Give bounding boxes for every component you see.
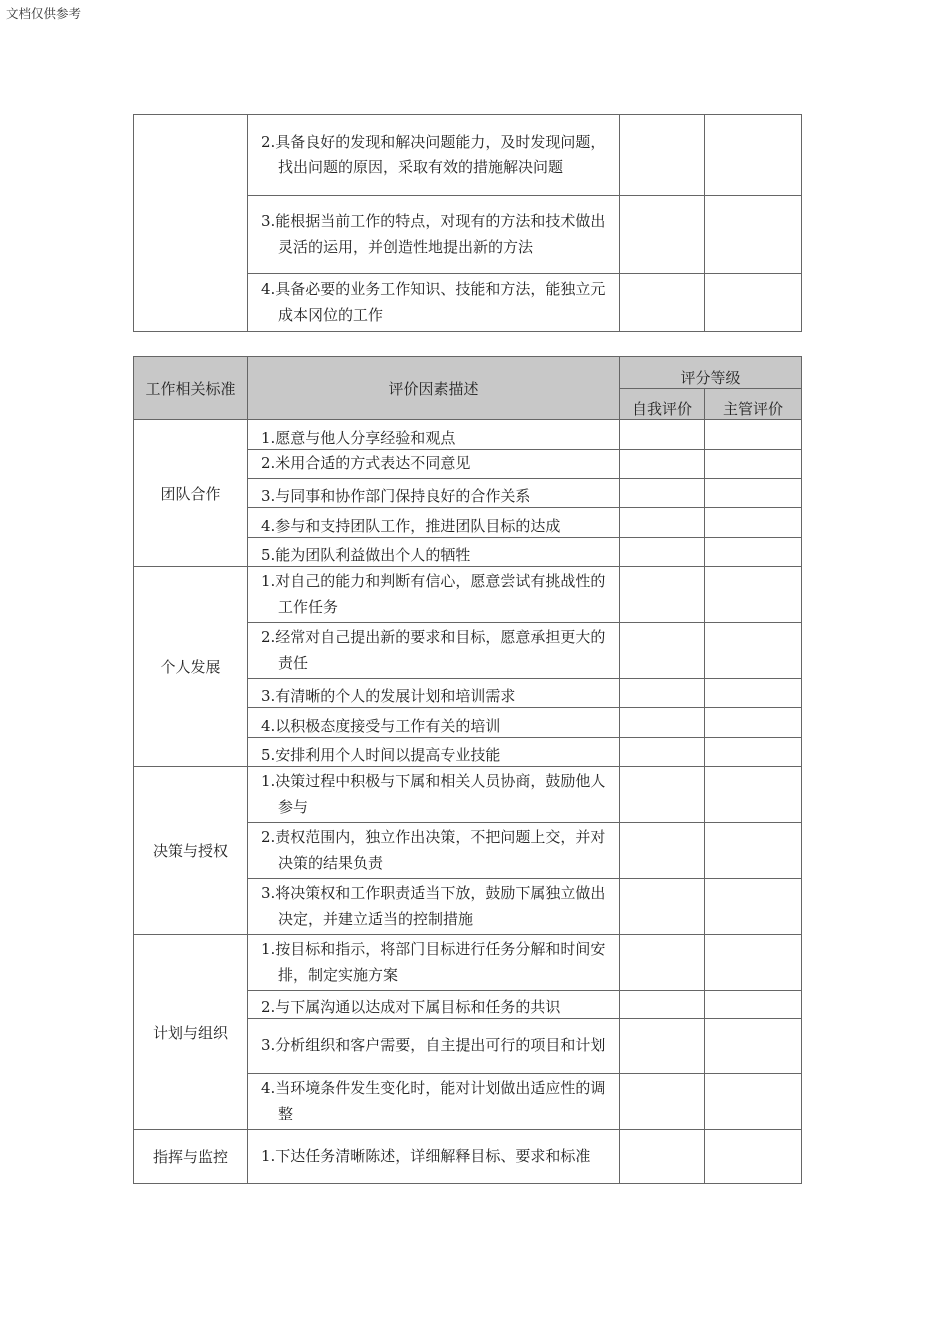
category-cell-empty: [134, 115, 248, 332]
self-rating-cell[interactable]: [620, 708, 705, 738]
header-description: 评价因素描述: [248, 357, 620, 420]
watermark-text: 文档仅供参考: [6, 6, 82, 21]
criteria-item: 4.具备必要的业务工作知识、技能和方法，能独立元成本冈位的工作: [248, 274, 620, 332]
criteria-item: 2.具备良好的发现和解决问题能力，及时发现问题，找出问题的原因，采取有效的措施解决问题: [248, 115, 620, 196]
supervisor-rating-cell[interactable]: [705, 1019, 802, 1074]
self-rating-cell[interactable]: [620, 679, 705, 708]
criteria-item: 1.下达任务清晰陈述，详细解释目标、要求和标准: [248, 1130, 620, 1184]
category-planning-organization: 计划与组织: [134, 935, 248, 1130]
criteria-item: 2.经常对自己提出新的要求和目标，愿意承担更大的责任: [248, 623, 620, 679]
category-command-monitoring: 指挥与监控: [134, 1130, 248, 1184]
supervisor-rating-cell[interactable]: [705, 567, 802, 623]
criteria-item: 2.米用合适的方式表达不同意见: [248, 450, 620, 479]
self-rating-cell[interactable]: [620, 420, 705, 450]
self-rating-cell[interactable]: [620, 1074, 705, 1130]
supervisor-rating-cell[interactable]: [705, 1130, 802, 1184]
criteria-item: 2.责权范围内，独立作出决策，不把问题上交，并对决策的结果负责: [248, 823, 620, 879]
supervisor-rating-cell[interactable]: [705, 935, 802, 991]
self-rating-cell[interactable]: [620, 1130, 705, 1184]
supervisor-rating-cell[interactable]: [705, 420, 802, 450]
criteria-item: 3.与同事和协作部门保持良好的合作关系: [248, 479, 620, 508]
self-rating-cell[interactable]: [620, 196, 705, 274]
supervisor-rating-cell[interactable]: [705, 450, 802, 479]
self-rating-cell[interactable]: [620, 767, 705, 823]
self-rating-cell[interactable]: [620, 274, 705, 332]
self-rating-cell[interactable]: [620, 879, 705, 935]
supervisor-rating-cell[interactable]: [705, 196, 802, 274]
header-rating: 评分等级: [620, 357, 802, 389]
supervisor-rating-cell[interactable]: [705, 679, 802, 708]
criteria-item: 1.对自己的能力和判断有信心，愿意尝试有挑战性的工作任务: [248, 567, 620, 623]
self-rating-cell[interactable]: [620, 823, 705, 879]
self-rating-cell[interactable]: [620, 538, 705, 567]
criteria-item: 3.分析组织和客户需要，自主提出可行的项目和计划: [248, 1019, 620, 1074]
criteria-item: 5.能为团队利益做出个人的牺牲: [248, 538, 620, 567]
self-rating-cell[interactable]: [620, 115, 705, 196]
header-supervisor-rating: 主管评价: [705, 389, 802, 420]
supervisor-rating-cell[interactable]: [705, 538, 802, 567]
self-rating-cell[interactable]: [620, 508, 705, 538]
supervisor-rating-cell[interactable]: [705, 708, 802, 738]
category-personal-development: 个人发展: [134, 567, 248, 767]
criteria-item: 3.将决策权和工作职责适当下放，鼓励下属独立做出决定，并建立适当的控制措施: [248, 879, 620, 935]
supervisor-rating-cell[interactable]: [705, 1074, 802, 1130]
category-decision-authorization: 决策与授权: [134, 767, 248, 935]
criteria-item: 4.参与和支持团队工作，推进团队目标的达成: [248, 508, 620, 538]
category-teamwork: 团队合作: [134, 420, 248, 567]
criteria-item: 1.愿意与他人分享经验和观点: [248, 420, 620, 450]
supervisor-rating-cell[interactable]: [705, 738, 802, 767]
supervisor-rating-cell[interactable]: [705, 274, 802, 332]
criteria-item: 4.以积极态度接受与工作有关的培训: [248, 708, 620, 738]
evaluation-table: [133, 356, 802, 1184]
supervisor-rating-cell[interactable]: [705, 479, 802, 508]
self-rating-cell[interactable]: [620, 935, 705, 991]
header-standard: 工作相关标准: [134, 357, 248, 420]
criteria-item: 3.能根据当前工作的特点，对现有的方法和技术做出灵活的运用，并创造性地提出新的方法: [248, 196, 620, 274]
criteria-item: 2.与下属沟通以达成对下属目标和任务的共识: [248, 991, 620, 1019]
self-rating-cell[interactable]: [620, 479, 705, 508]
criteria-item: 3.有清晰的个人的发展计划和培训需求: [248, 679, 620, 708]
evaluation-table-continued: [133, 114, 802, 332]
self-rating-cell[interactable]: [620, 623, 705, 679]
supervisor-rating-cell[interactable]: [705, 623, 802, 679]
supervisor-rating-cell[interactable]: [705, 991, 802, 1019]
header-self-rating: 自我评价: [620, 389, 705, 420]
supervisor-rating-cell[interactable]: [705, 823, 802, 879]
criteria-item: 5.安排利用个人时间以提高专业技能: [248, 738, 620, 767]
self-rating-cell[interactable]: [620, 567, 705, 623]
supervisor-rating-cell[interactable]: [705, 767, 802, 823]
supervisor-rating-cell[interactable]: [705, 879, 802, 935]
self-rating-cell[interactable]: [620, 991, 705, 1019]
criteria-item: 4.当环境条件发生变化时，能对计划做出适应性的调整: [248, 1074, 620, 1130]
supervisor-rating-cell[interactable]: [705, 508, 802, 538]
self-rating-cell[interactable]: [620, 738, 705, 767]
self-rating-cell[interactable]: [620, 1019, 705, 1074]
self-rating-cell[interactable]: [620, 450, 705, 479]
criteria-item: 1.按目标和指示，将部门目标进行任务分解和时间安排，制定实施方案: [248, 935, 620, 991]
criteria-item: 1.决策过程中积极与下属和相关人员协商，鼓励他人参与: [248, 767, 620, 823]
supervisor-rating-cell[interactable]: [705, 115, 802, 196]
